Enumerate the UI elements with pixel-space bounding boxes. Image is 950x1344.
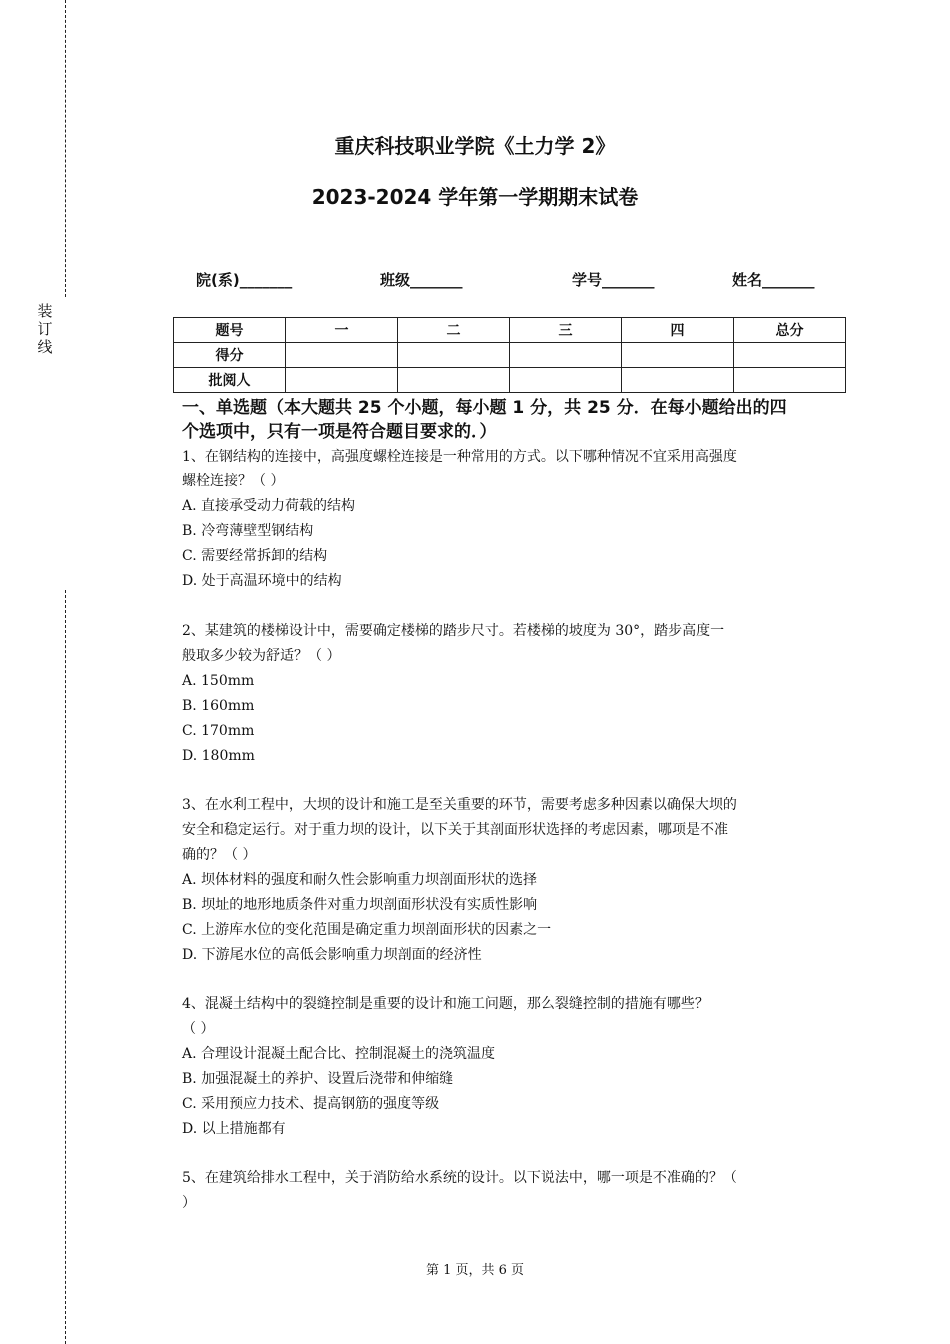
score-table-cell[interactable] bbox=[734, 368, 846, 393]
question-4-stem: （ ） bbox=[182, 1021, 215, 1037]
question-1-option-a[interactable]: A. 直接承受动力荷载的结构 bbox=[182, 498, 356, 514]
score-table-cell[interactable] bbox=[510, 343, 622, 368]
question-2-stem: 般取多少较为舒适？（ ） bbox=[182, 648, 341, 664]
question-3-stem: 安全和稳定运行。对于重力坝的设计，以下关于其剖面形状选择的考虑因素，哪项是不准 bbox=[182, 822, 728, 838]
score-table-cell[interactable] bbox=[510, 368, 622, 393]
name-field[interactable]: 姓名_______ bbox=[732, 271, 815, 289]
score-table-cell[interactable] bbox=[622, 343, 734, 368]
binding-label bbox=[35, 302, 55, 356]
section-heading-line: 一、单选题（本大题共 25 个小题，每小题 1 分，共 25 分．在每小题给出的四 bbox=[182, 398, 787, 418]
score-table-cell[interactable] bbox=[734, 343, 846, 368]
question-2-stem: 2、某建筑的楼梯设计中，需要确定楼梯的踏步尺寸。若楼梯的坡度为 30°，踏步高度一 bbox=[182, 623, 725, 639]
score-table-cell: 一 bbox=[286, 318, 398, 343]
question-3-stem: 3、在水利工程中，大坝的设计和施工是至关重要的环节，需要考虑多种因素以确保大坝的 bbox=[182, 797, 737, 813]
score-table-cell[interactable] bbox=[286, 343, 398, 368]
score-table-cell: 总分 bbox=[734, 318, 846, 343]
score-table-row bbox=[174, 368, 846, 393]
score-table-row bbox=[174, 318, 846, 343]
score-table-cell[interactable] bbox=[622, 368, 734, 393]
score-table-cell[interactable] bbox=[398, 343, 510, 368]
score-table-cell: 批阅人 bbox=[174, 368, 286, 393]
question-1-stem: 螺栓连接？（ ） bbox=[182, 473, 285, 489]
question-4-stem: 4、混凝土结构中的裂缝控制是重要的设计和施工问题，那么裂缝控制的措施有哪些？ bbox=[182, 996, 709, 1012]
question-3-option-b[interactable]: B. 坝址的地形地质条件对重力坝剖面形状没有实质性影响 bbox=[182, 897, 538, 913]
question-2-option-c[interactable]: C. 170mm bbox=[182, 723, 255, 739]
question-5-stem: ） bbox=[182, 1195, 196, 1211]
page-number: 第 1 页，共 6 页 bbox=[425, 1263, 525, 1278]
score-table-cell: 得分 bbox=[174, 343, 286, 368]
exam-title-line2: 2023-2024 学年第一学期期末试卷 bbox=[311, 185, 639, 209]
score-table-row bbox=[174, 343, 846, 368]
score-table-cell: 题号 bbox=[174, 318, 286, 343]
student-id-field[interactable]: 学号_______ bbox=[572, 271, 655, 289]
question-4-option-c[interactable]: C. 采用预应力技术、提高钢筋的强度等级 bbox=[182, 1096, 440, 1112]
score-table-cell: 二 bbox=[398, 318, 510, 343]
question-5-stem: 5、在建筑给排水工程中，关于消防给水系统的设计。以下说法中，哪一项是不准确的？（ bbox=[182, 1170, 737, 1186]
binding-char: 订 bbox=[37, 320, 53, 338]
score-table bbox=[173, 317, 846, 393]
score-table-cell[interactable] bbox=[398, 368, 510, 393]
class-field[interactable]: 班级_______ bbox=[380, 271, 463, 289]
binding-char: 装 bbox=[37, 302, 53, 320]
question-3-option-a[interactable]: A. 坝体材料的强度和耐久性会影响重力坝剖面形状的选择 bbox=[182, 872, 538, 888]
section-heading bbox=[182, 396, 842, 444]
score-table-cell: 四 bbox=[622, 318, 734, 343]
question-1-option-b[interactable]: B. 冷弯薄壁型钢结构 bbox=[182, 523, 314, 539]
question-4-option-b[interactable]: B. 加强混凝土的养护、设置后浇带和伸缩缝 bbox=[182, 1071, 454, 1087]
question-2-option-a[interactable]: A. 150mm bbox=[182, 673, 255, 689]
question-3-option-c[interactable]: C. 上游库水位的变化范围是确定重力坝剖面形状的因素之一 bbox=[182, 922, 552, 938]
question-2-option-b[interactable]: B. 160mm bbox=[182, 698, 255, 714]
score-table-cell[interactable] bbox=[286, 368, 398, 393]
department-field[interactable]: 院(系)_______ bbox=[196, 271, 293, 289]
question-1-option-d[interactable]: D. 处于高温环境中的结构 bbox=[182, 573, 342, 589]
question-3-option-d[interactable]: D. 下游尾水位的高低会影响重力坝剖面的经济性 bbox=[182, 947, 482, 963]
question-4-option-a[interactable]: A. 合理设计混凝土配合比、控制混凝土的浇筑温度 bbox=[182, 1046, 496, 1062]
section-heading-line: 个选项中，只有一项是符合题目要求的．） bbox=[182, 422, 497, 442]
question-1-stem: 1、在钢结构的连接中，高强度螺栓连接是一种常用的方式。以下哪种情况不宜采用高强度 bbox=[182, 449, 737, 465]
score-table-cell: 三 bbox=[510, 318, 622, 343]
exam-title-line1: 重庆科技职业学院《土力学 2》 bbox=[334, 134, 616, 158]
question-2-option-d[interactable]: D. 180mm bbox=[182, 748, 255, 764]
question-3-stem: 确的？（ ） bbox=[182, 847, 257, 863]
question-4-option-d[interactable]: D. 以上措施都有 bbox=[182, 1121, 286, 1137]
binding-char: 线 bbox=[37, 338, 53, 356]
question-1-option-c[interactable]: C. 需要经常拆卸的结构 bbox=[182, 548, 328, 564]
binding-line-bottom bbox=[65, 590, 66, 1344]
